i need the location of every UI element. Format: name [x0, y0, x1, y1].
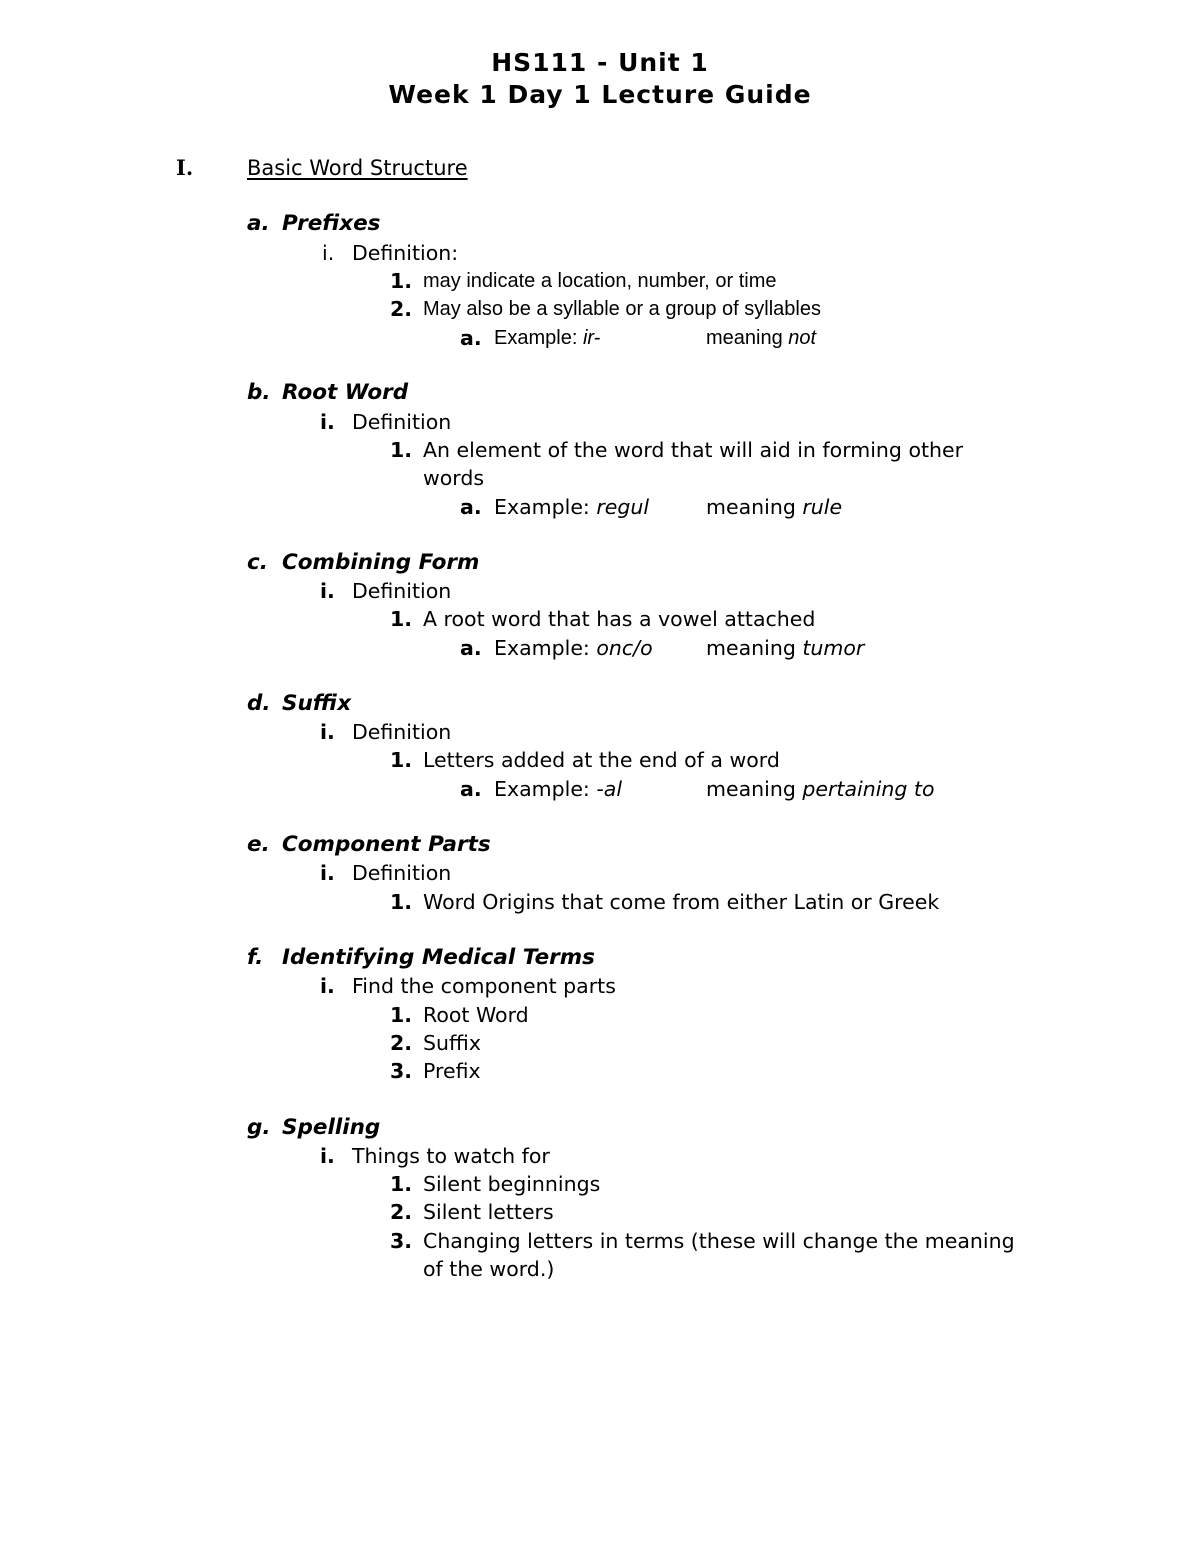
spelling-item1-marker: 1. — [390, 1172, 413, 1196]
identifying-item2-marker: 2. — [390, 1031, 413, 1055]
combining-form-heading: Combining Form — [282, 550, 480, 575]
example-label: Example: — [494, 777, 597, 801]
prefixes-marker: a. — [247, 211, 270, 236]
spelling-sub-text: Things to watch for — [352, 1144, 550, 1168]
suffix-example-meaning — [706, 776, 935, 802]
prefixes-sub-text: Definition: — [352, 241, 459, 265]
combining-form-example — [494, 635, 653, 661]
root-word-example — [494, 494, 649, 520]
spelling-item2-marker: 2. — [390, 1200, 413, 1224]
component-parts-marker: e. — [247, 832, 270, 857]
spelling-item3-marker: 3. — [390, 1229, 413, 1253]
identifying-item2-text: Suffix — [423, 1031, 481, 1055]
suffix-item1-marker: 1. — [390, 748, 413, 772]
suffix-sub-marker: i. — [320, 720, 335, 744]
combining-form-example-marker: a. — [460, 636, 482, 660]
identifying-marker: f. — [247, 945, 264, 970]
example-label: Example: — [494, 495, 597, 519]
identifying-sub-marker: i. — [320, 974, 335, 998]
root-word-item1-text-line2: words — [423, 466, 485, 490]
suffix-marker: d. — [247, 691, 271, 716]
root-word-item1-marker: 1. — [390, 438, 413, 462]
prefixes-item2-marker: 2. — [390, 297, 413, 321]
meaning-label: meaning — [706, 327, 789, 349]
prefixes-item1-marker: 1. — [390, 269, 413, 293]
section-marker: I. — [176, 155, 194, 180]
combining-form-sub-text: Definition — [352, 579, 452, 603]
identifying-heading: Identifying Medical Terms — [282, 945, 595, 970]
combining-form-item1-marker: 1. — [390, 607, 413, 631]
root-word-sub-marker: i. — [320, 410, 335, 434]
suffix-sub-text: Definition — [352, 720, 452, 744]
example-term: onc/o — [596, 636, 653, 660]
meaning-label: meaning — [706, 495, 803, 519]
prefixes-example-marker: a. — [460, 326, 482, 350]
prefixes-item1-text: may indicate a location, number, or time — [423, 270, 777, 292]
prefixes-sub-marker: i. — [322, 241, 335, 265]
meaning-value: tumor — [802, 636, 865, 660]
example-term: regul — [596, 495, 650, 519]
combining-form-item1-text: A root word that has a vowel attached — [423, 607, 816, 631]
combining-form-sub-marker: i. — [320, 579, 335, 603]
prefixes-example — [494, 325, 600, 351]
component-parts-item1-marker: 1. — [390, 890, 413, 914]
example-label: Example: — [494, 636, 597, 660]
section-heading: Basic Word Structure — [247, 156, 468, 180]
spelling-item3-text-line2: of the word.) — [423, 1257, 555, 1281]
meaning-label: meaning — [706, 636, 803, 660]
suffix-example — [494, 776, 622, 802]
root-word-item1-text-line1: An element of the word that will aid in forming other — [423, 438, 964, 462]
prefixes-heading: Prefixes — [282, 211, 381, 236]
identifying-item1-marker: 1. — [390, 1003, 413, 1027]
combining-form-example-meaning — [706, 635, 864, 661]
spelling-item1-text: Silent beginnings — [423, 1172, 601, 1196]
meaning-value: rule — [802, 495, 843, 519]
document-title-line1: HS111 - Unit 1 — [491, 48, 709, 77]
root-word-heading: Root Word — [282, 380, 409, 405]
identifying-item1-text: Root Word — [423, 1003, 529, 1027]
root-word-marker: b. — [247, 380, 271, 405]
identifying-item3-text: Prefix — [423, 1059, 481, 1083]
spelling-sub-marker: i. — [320, 1144, 335, 1168]
root-word-example-meaning — [706, 494, 842, 520]
suffix-item1-text: Letters added at the end of a word — [423, 748, 780, 772]
spelling-marker: g. — [247, 1115, 271, 1140]
prefixes-item2-text: May also be a syllable or a group of syllables — [423, 298, 821, 320]
meaning-label: meaning — [706, 777, 803, 801]
example-label: Example: — [494, 327, 583, 349]
combining-form-marker: c. — [247, 550, 268, 575]
suffix-example-marker: a. — [460, 777, 482, 801]
document-title-line2: Week 1 Day 1 Lecture Guide — [388, 80, 812, 109]
spelling-item3-text: Changing letters in terms (these will change the meaning — [423, 1229, 1015, 1253]
suffix-heading: Suffix — [282, 691, 352, 716]
identifying-sub-text: Find the component parts — [352, 974, 616, 998]
component-parts-sub-text: Definition — [352, 861, 452, 885]
meaning-value: pertaining to — [802, 777, 935, 801]
meaning-value: not — [788, 327, 817, 349]
prefixes-example-meaning — [706, 325, 816, 351]
component-parts-item1-text: Word Origins that come from either Latin or Greek — [423, 890, 940, 914]
spelling-heading: Spelling — [282, 1115, 381, 1140]
root-word-sub-text: Definition — [352, 410, 452, 434]
component-parts-heading: Component Parts — [282, 832, 491, 857]
example-term: ir- — [582, 327, 601, 349]
spelling-item2-text: Silent letters — [423, 1200, 554, 1224]
root-word-example-marker: a. — [460, 495, 482, 519]
identifying-item3-marker: 3. — [390, 1059, 413, 1083]
example-term: -al — [596, 777, 623, 801]
component-parts-sub-marker: i. — [320, 861, 335, 885]
